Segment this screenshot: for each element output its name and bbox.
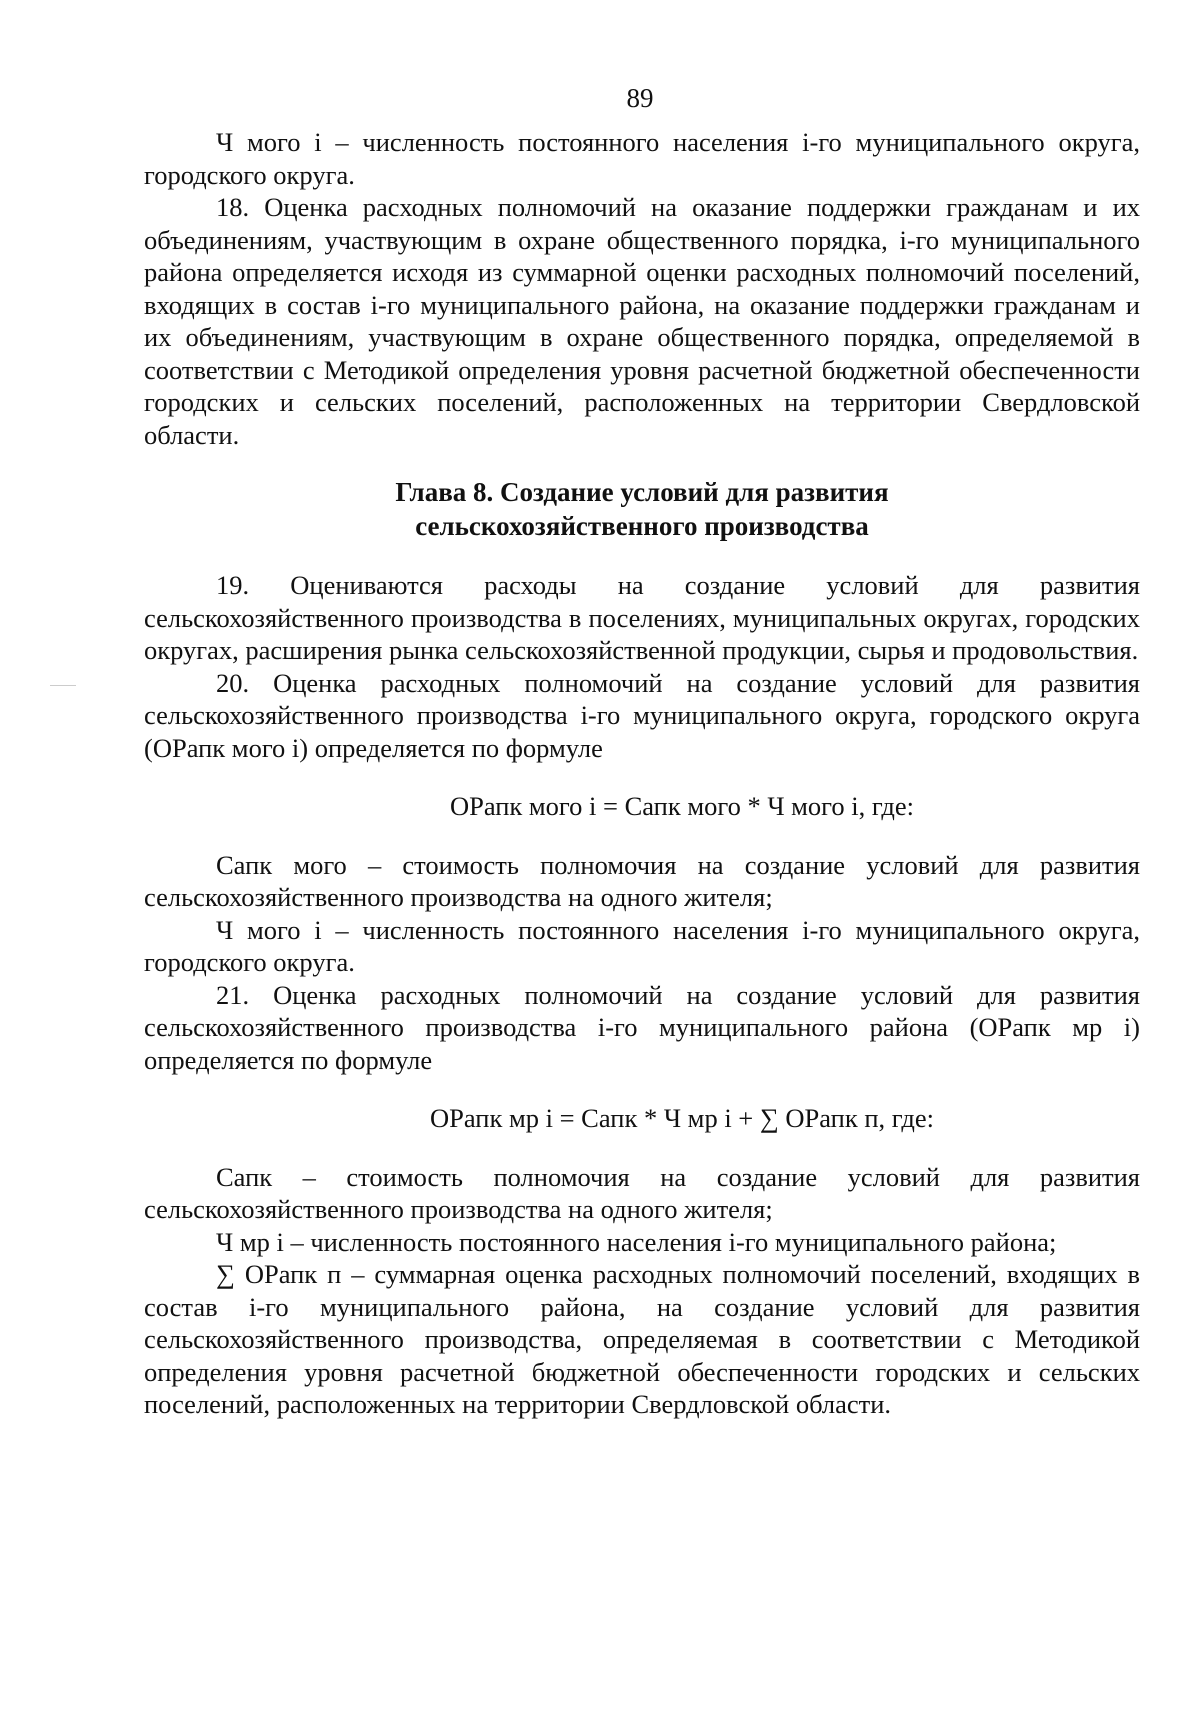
document-body [144,126,1140,1421]
definition-sum-orapk: ∑ ОРапк п – суммарная оценка расходных полномочий поселений, входящих в состав i-го муниципального района, на создание условий для развития сельскохозяйственного производства, определяемая в соответствии с Методикой определения уровня расчетной бюджетной обеспеченности городских и сельских поселений, расположенных на территории Свердловской области. [144,1259,1140,1419]
chapter-heading [144,475,1140,543]
definition-sapk: Сапк – стоимость полномочия на создание условий для развития сельскохозяйственного производства на одного жителя; [144,1161,1140,1224]
definition-ch-mr: Ч мр i – численность постоянного населения i-го муниципального района; [216,1226,1057,1257]
chapter-heading-line-1: Глава 8. Создание условий для развития [395,477,889,507]
page-number: 89 [626,83,654,113]
definition-sapk-mogo: Сапк мого – стоимость полномочия на создание условий для развития сельскохозяйственного производства на одного жителя; [144,849,1140,912]
paragraph-21: 21. Оценка расходных полномочий на создание условий для развития сельскохозяйственного производства i-го муниципального района (ОРапк мр i) определяется по формуле [144,979,1140,1075]
chapter-heading-line-2: сельскохозяйственного производства [415,511,869,541]
formula-1: ОРапк мого i = Сапк мого * Ч мого i, где: [449,791,915,821]
definition-ch-mogo: Ч мого i – численность постоянного населения i-го муниципального округа, городского округа. [144,914,1140,977]
paragraph-18: 18. Оценка расходных полномочий на оказание поддержки гражданам и их объединениям, участвующим в охране общественного порядка, i-го муниципального района определяется исходя из суммарной оценки расходных полномочий поселений, входящих в состав i-го муниципального района, на оказание поддержки гражданам и их объединениям, участвующим в охране общественного порядка, определяемой в соответствии с Методикой определения уровня расчетной бюджетной обеспеченности городских и сельских поселений, расположенных на территории Свердловской области. [144,192,1140,450]
paragraph-19: 19. Оцениваются расходы на создание условий для развития сельскохозяйственного производства в поселениях, муниципальных округах, городских округах, расширения рынка сельскохозяйственной продукции, сырья и продовольствия. [144,570,1140,665]
paragraph-intro: Ч мого i – численность постоянного населения i-го муниципального округа, городского округа. [144,127,1140,190]
formula-2: ОРапк мр i = Сапк * Ч мр i + ∑ ОРапк п, где: [430,1103,934,1133]
margin-mark [50,685,76,686]
paragraph-20: 20. Оценка расходных полномочий на создание условий для развития сельскохозяйственного производства i-го муниципального округа, городского округа (ОРапк мого i) определяется по формуле [144,667,1140,763]
